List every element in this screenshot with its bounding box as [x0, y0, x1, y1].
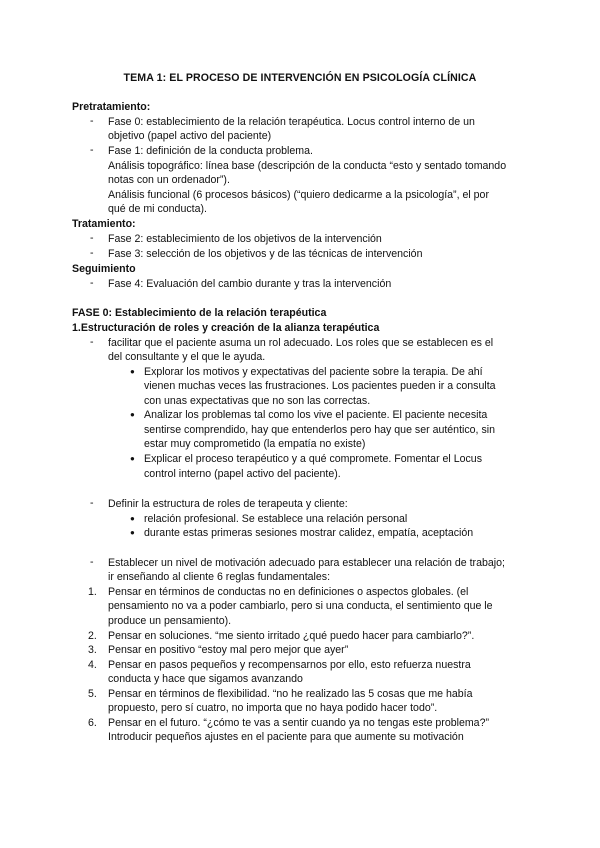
dash-marker: -	[90, 115, 94, 127]
dash-marker: -	[90, 556, 94, 568]
heading-fase0: FASE 0: Establecimiento de la relación terapéutica	[72, 307, 327, 319]
bullet-marker: ●	[130, 367, 135, 376]
dash-marker: -	[90, 277, 94, 289]
rule-6a: Pensar en el futuro. “¿cómo te vas a sentir cuando ya no tengas este problema?”	[108, 717, 489, 729]
fase0-b1c: con unas expectativas que no son las correctas.	[144, 395, 371, 407]
number-marker: 1.	[88, 586, 97, 598]
rule-3: Pensar en positivo “estoy mal pero mejor que ayer”	[108, 644, 349, 656]
dash-marker: -	[90, 144, 94, 156]
fase0-b3a: Explicar el proceso terapéutico y a qué compromete. Fomentar el Locus	[144, 453, 482, 465]
fase0-p3b: ir enseñando al cliente 6 reglas fundamentales:	[108, 571, 331, 583]
heading-tratamiento: Tratamiento:	[72, 218, 136, 230]
bullet-marker: ●	[130, 410, 135, 419]
bullet-marker: ●	[130, 514, 135, 523]
number-marker: 6.	[88, 717, 97, 729]
bullet-marker: ●	[130, 454, 135, 463]
pre-line-5: notas con un ordenador”).	[108, 174, 230, 186]
fase0-b1a: Explorar los motivos y expectativas del paciente sobre la terapia. De ahí	[144, 366, 483, 378]
pre-line-1: Fase 0: establecimiento de la relación terapéutica. Locus control interno de un	[108, 116, 475, 128]
pre-line-7: qué de mi conducta).	[108, 203, 207, 215]
fase0-p2: Definir la estructura de roles de terapeuta y cliente:	[108, 498, 348, 510]
number-marker: 4.	[88, 659, 97, 671]
rule-4b: conducta y hace que sigamos avanzando	[108, 673, 303, 685]
pre-line-6: Análisis funcional (6 procesos básicos) (“quiero dedicarme a la psicología”, el por	[108, 189, 489, 201]
fase0-b3b: control interno (papel activo del paciente).	[144, 468, 341, 480]
rule-2: Pensar en soluciones. “me siento irritado ¿qué puedo hacer para cambiarlo?”.	[108, 630, 475, 642]
number-marker: 3.	[88, 644, 97, 656]
dash-marker: -	[90, 232, 94, 244]
fase0-p1a: facilitar que el paciente asuma un rol adecuado. Los roles que se establecen es el	[108, 337, 494, 349]
number-marker: 5.	[88, 688, 97, 700]
fase0-b2c: estar muy comprometido (la empatía no existe)	[144, 438, 366, 450]
rule-1b: pensamiento no va a poder cambiarlo, pero si una conducta, el sentimiento que le	[108, 600, 493, 612]
pre-line-2: objetivo (papel activo del paciente)	[108, 130, 272, 142]
pre-line-3: Fase 1: definición de la conducta problema.	[108, 145, 313, 157]
rule-1a: Pensar en términos de conductas no en definiciones o aspectos globales. (el	[108, 586, 469, 598]
heading-seguimiento: Seguimiento	[72, 263, 136, 275]
fase0-b4: relación profesional. Se establece una relación personal	[144, 513, 408, 525]
fase0-p3a: Establecer un nivel de motivación adecuado para establecer una relación de trabajo;	[108, 557, 505, 569]
dash-marker: -	[90, 247, 94, 259]
trat-line-2: Fase 3: selección de los objetivos y de las técnicas de intervención	[108, 248, 423, 260]
rule-5b: propuesto, pero sí cuatro, no importa que no haya podido hacer todo”.	[108, 702, 438, 714]
pre-line-4: Análisis topográfico: línea base (descripción de la conducta “esto y sentado tomando	[108, 160, 507, 172]
seg-line-1: Fase 4: Evaluación del cambio durante y tras la intervención	[108, 278, 392, 290]
subheading-estructuracion: 1.Estructuración de roles y creación de la alianza terapéutica	[72, 322, 380, 334]
trat-line-1: Fase 2: establecimiento de los objetivos de la intervención	[108, 233, 382, 245]
dash-marker: -	[90, 497, 94, 509]
rule-6b: Introducir pequeños ajustes en el paciente para que aumente su motivación	[108, 731, 464, 743]
heading-pretratamiento: Pretratamiento:	[72, 101, 151, 113]
rule-1c: produce un pensamiento).	[108, 615, 232, 627]
fase0-b5: durante estas primeras sesiones mostrar calidez, empatía, aceptación	[144, 527, 474, 539]
dash-marker: -	[90, 336, 94, 348]
fase0-p1b: del consultante y el que le ayuda.	[108, 351, 266, 363]
page-title: TEMA 1: EL PROCESO DE INTERVENCIÓN EN PSICOLOGÍA CLÍNICA	[123, 72, 477, 84]
number-marker: 2.	[88, 630, 97, 642]
fase0-b2a: Analizar los problemas tal como los vive el paciente. El paciente necesita	[144, 409, 488, 421]
bullet-marker: ●	[130, 528, 135, 537]
rule-5a: Pensar en términos de flexibilidad. “no he realizado las 5 cosas que me había	[108, 688, 473, 700]
fase0-b2b: sentirse comprendido, hay que entenderlos pero hay que ser auténtico, sin	[144, 424, 495, 436]
fase0-b1b: vienen muchas veces las frustraciones. Los pacientes pueden ir a consulta	[144, 380, 496, 392]
rule-4a: Pensar en pasos pequeños y recompensarnos por ello, esto refuerza nuestra	[108, 659, 471, 671]
